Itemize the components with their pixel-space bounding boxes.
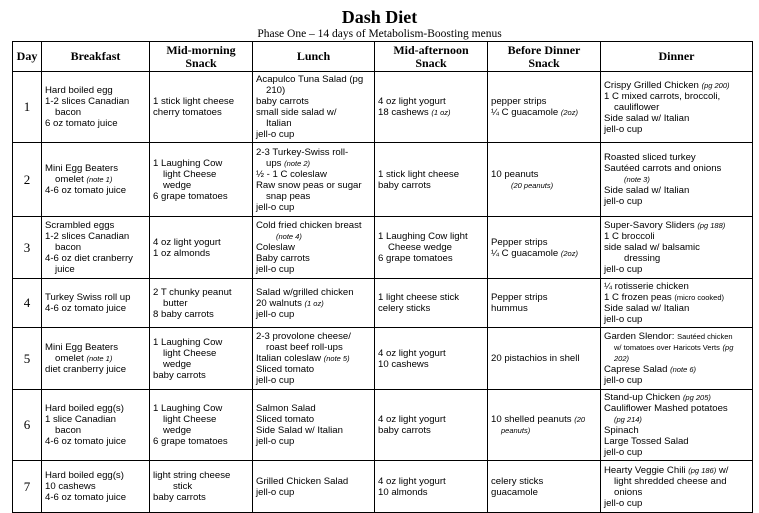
beforedinner-cell: 20 pistachios in shell: [488, 328, 601, 390]
dinner-cell: ¼ rotisserie chicken 1 C frozen peas (micro cooked) Side salad w/ Italian jell-o cup: [601, 279, 753, 328]
header-breakfast: Breakfast: [42, 42, 150, 72]
beforedinner-cell: 10 shelled peanuts (20 peanuts): [488, 390, 601, 461]
dinner-cell: Stand-up Chicken (pg 205) Cauliflower Mashed potatoes (pg 214) Spinach Large Tossed Salad jell-o cup: [601, 390, 753, 461]
breakfast-cell: Mini Egg Beaters omelet (note 1) diet cranberry juice: [42, 328, 150, 390]
dinner-cell: Hearty Veggie Chili (pg 186) w/ light shredded cheese and onions jell-o cup: [601, 461, 753, 513]
midmorning-cell: 1 Laughing Cow light Cheese wedge 6 grape tomatoes: [150, 390, 253, 461]
table-row: [13, 328, 753, 390]
breakfast-cell: Mini Egg Beaters omelet (note 1) 4-6 oz tomato juice: [42, 143, 150, 217]
midafternoon-cell: 1 Laughing Cow light Cheese wedge 6 grape tomatoes: [375, 217, 488, 279]
breakfast-cell: Hard boiled egg(s) 1 slice Canadian bacon 4-6 oz tomato juice: [42, 390, 150, 461]
lunch-cell: 2-3 provolone cheese/ roast beef roll-ups Italian coleslaw (note 5) Sliced tomato jell-o cup: [253, 328, 375, 390]
header-day: Day: [13, 42, 42, 72]
midmorning-cell: 1 Laughing Cow light Cheese wedge baby carrots: [150, 328, 253, 390]
page-subtitle: Phase One – 14 days of Metabolism-Boosting menus: [257, 28, 502, 40]
table-row: [13, 217, 753, 279]
midafternoon-cell: 4 oz light yogurt 10 almonds: [375, 461, 488, 513]
lunch-cell: Salmon Salad Sliced tomato Side Salad w/ Italian jell-o cup: [253, 390, 375, 461]
beforedinner-cell: celery sticks guacamole: [488, 461, 601, 513]
midafternoon-cell: 4 oz light yogurt 10 cashews: [375, 328, 488, 390]
header-beforedinner: Before Dinner Snack: [488, 42, 601, 72]
header-midmorning: Mid-morning Snack: [150, 42, 253, 72]
table-row: [13, 72, 753, 143]
beforedinner-cell: 10 peanuts (20 peanuts): [488, 143, 601, 217]
breakfast-cell: Hard boiled egg 1-2 slices Canadian bacon 6 oz tomato juice: [42, 72, 150, 143]
day-number: 2: [13, 143, 42, 217]
breakfast-cell: Scrambled eggs 1-2 slices Canadian bacon 4-6 oz diet cranberry juice: [42, 217, 150, 279]
day-number: 5: [13, 328, 42, 390]
midmorning-cell: light string cheese stick baby carrots: [150, 461, 253, 513]
page-title: Dash Diet: [341, 7, 418, 27]
lunch-cell: 2-3 Turkey-Swiss roll- ups (note 2) ½ - 1 C coleslaw Raw snow peas or sugar snap peas jell-o cup: [253, 143, 375, 217]
dinner-cell: Garden Slendor: Sautéed chicken w/ tomatoes over Haricots Verts (pg 202) Caprese Salad (note 6) jell-o cup: [601, 328, 753, 390]
table-row: [13, 390, 753, 461]
header-dinner: Dinner: [601, 42, 753, 72]
day-number: 1: [13, 72, 42, 143]
beforedinner-cell: Pepper strips hummus: [488, 279, 601, 328]
midafternoon-cell: 4 oz light yogurt baby carrots: [375, 390, 488, 461]
midafternoon-cell: 1 stick light cheese baby carrots: [375, 143, 488, 217]
table-row: [13, 143, 753, 217]
table-row: [13, 461, 753, 513]
breakfast-cell: Hard boiled egg(s) 10 cashews 4-6 oz tomato juice: [42, 461, 150, 513]
beforedinner-cell: pepper strips ¼ C guacamole (2oz): [488, 72, 601, 143]
lunch-cell: Cold fried chicken breast (note 4) Coleslaw Baby carrots jell-o cup: [253, 217, 375, 279]
lunch-cell: Salad w/grilled chicken 20 walnuts (1 oz) jell-o cup: [253, 279, 375, 328]
midafternoon-cell: 4 oz light yogurt 18 cashews (1 oz): [375, 72, 488, 143]
header-row: [13, 42, 753, 72]
midmorning-cell: 1 stick light cheese cherry tomatoes: [150, 72, 253, 143]
day-number: 3: [13, 217, 42, 279]
menu-table: [12, 41, 753, 513]
breakfast-cell: Turkey Swiss roll up 4-6 oz tomato juice: [42, 279, 150, 328]
midmorning-cell: 4 oz light yogurt 1 oz almonds: [150, 217, 253, 279]
lunch-cell: Grilled Chicken Salad jell-o cup: [253, 461, 375, 513]
day-number: 6: [13, 390, 42, 461]
midafternoon-cell: 1 light cheese stick celery sticks: [375, 279, 488, 328]
midmorning-cell: 1 Laughing Cow light Cheese wedge 6 grape tomatoes: [150, 143, 253, 217]
midmorning-cell: 2 T chunky peanut butter 8 baby carrots: [150, 279, 253, 328]
lunch-cell: Acapulco Tuna Salad (pg 210) baby carrots small side salad w/ Italian jell-o cup: [253, 72, 375, 143]
header-lunch: Lunch: [253, 42, 375, 72]
dinner-cell: Roasted sliced turkey Sautéed carrots and onions (note 3) Side salad w/ Italian jell-o cup: [601, 143, 753, 217]
day-number: 7: [13, 461, 42, 513]
dinner-cell: Super-Savory Sliders (pg 188) 1 C broccoli side salad w/ balsamic dressing jell-o cup: [601, 217, 753, 279]
table-row: [13, 279, 753, 328]
day-number: 4: [13, 279, 42, 328]
dinner-cell: Crispy Grilled Chicken (pg 200) 1 C mixed carrots, broccoli, cauliflower Side salad w/ Italian jell-o cup: [601, 72, 753, 143]
beforedinner-cell: Pepper strips ¼ C guacamole (2oz): [488, 217, 601, 279]
header-midafternoon: Mid-afternoon Snack: [375, 42, 488, 72]
